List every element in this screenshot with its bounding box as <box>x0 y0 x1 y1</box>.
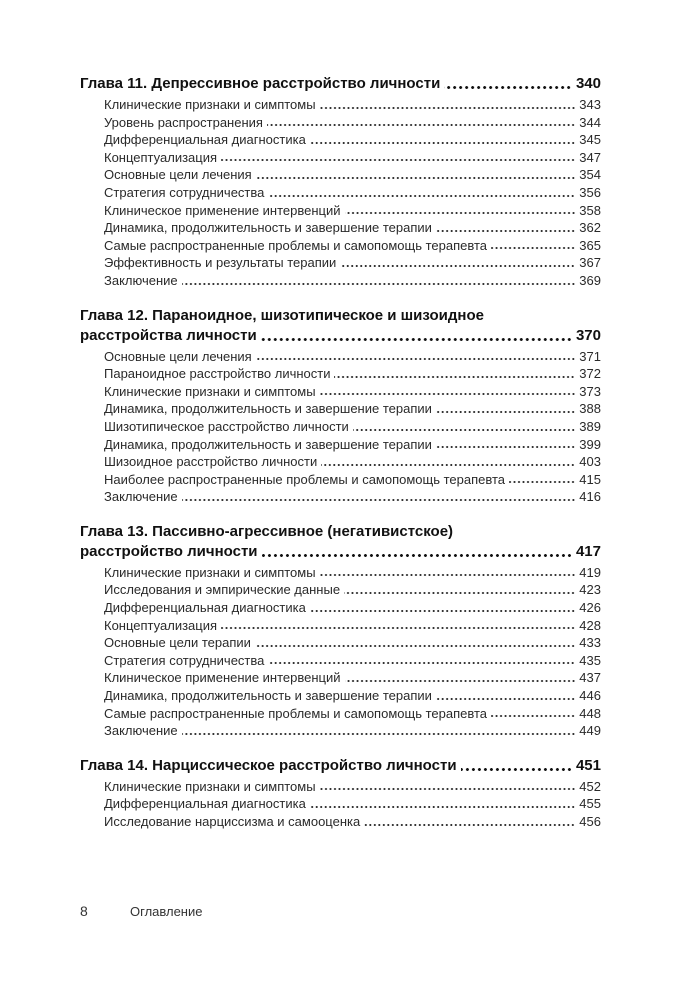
entry-page-number: 369 <box>579 272 601 288</box>
entry-page-number: 343 <box>579 97 601 112</box>
toc-entry[interactable] <box>104 436 601 454</box>
toc-entry[interactable] <box>104 383 601 401</box>
entry-page-number: 415 <box>579 471 601 487</box>
dot-leader <box>261 338 572 341</box>
entry-title: Клинические признаки и симптомы <box>104 97 316 112</box>
entry-page-number: 347 <box>579 149 601 165</box>
toc-entry[interactable] <box>104 581 601 599</box>
dot-leader <box>444 86 572 89</box>
entry-page-number: 403 <box>579 454 601 470</box>
entry-title: Заключение <box>104 272 178 288</box>
toc-entry[interactable] <box>104 365 601 383</box>
dot-leader <box>268 195 575 197</box>
entry-page-number: 388 <box>579 401 601 417</box>
page-footer <box>80 903 280 923</box>
entry-title: Клинические признаки и симптомы <box>104 564 316 580</box>
chapter-page-number: 451 <box>575 756 601 774</box>
chapter-title: Глава 12. Параноидное, шизотипическое и шизоидное <box>80 306 484 324</box>
entry-page-number: 452 <box>579 778 601 794</box>
dot-leader <box>364 824 575 826</box>
entry-title: Концептуализация <box>104 149 218 165</box>
chapter-heading[interactable] <box>80 756 601 776</box>
entry-title: Исследования и эмпирические данные <box>104 582 341 598</box>
dot-leader <box>321 464 575 466</box>
dot-leader <box>436 446 575 448</box>
toc-entry[interactable] <box>104 96 601 114</box>
dot-leader <box>461 768 572 771</box>
entry-title: Параноидное расстройство личности <box>104 366 331 382</box>
chapter-page-number: 417 <box>575 542 601 560</box>
dot-leader <box>509 481 575 483</box>
dot-leader <box>310 806 575 808</box>
dot-leader <box>221 627 575 629</box>
chapter-title: Глава 13. Пассивно-агрессивное (негативистское) <box>80 522 454 540</box>
entry-title: Стратегия сотрудничества <box>104 184 265 200</box>
toc-entry[interactable] <box>104 254 601 272</box>
entry-page-number: 354 <box>579 167 601 183</box>
entry-title: Наиболее распространенные проблемы и самопомощь терапевта <box>104 471 506 487</box>
entry-page-number: 372 <box>579 366 601 382</box>
toc-entry[interactable] <box>104 722 601 740</box>
dot-leader <box>344 592 575 594</box>
entry-title: Концептуализация <box>104 617 218 633</box>
dot-leader <box>262 554 572 557</box>
dot-leader <box>182 499 576 501</box>
entry-title: Динамика, продолжительность и завершение терапии <box>104 436 432 452</box>
toc-entry[interactable] <box>104 599 601 617</box>
entry-title: Самые распространенные проблемы и самопомощь терапевта <box>104 237 487 253</box>
dot-leader <box>310 610 575 612</box>
entry-page-number: 362 <box>579 220 601 236</box>
running-header: Оглавление <box>130 904 203 919</box>
chapter-title: расстройства личности <box>80 326 257 344</box>
entry-title: Дифференциальная диагностика <box>104 796 306 812</box>
entry-page-number: 367 <box>579 255 601 271</box>
dot-leader <box>268 662 575 664</box>
entry-page-number: 437 <box>579 670 601 686</box>
dot-leader <box>320 393 576 395</box>
toc-entry[interactable] <box>104 617 601 635</box>
chapter-heading[interactable] <box>80 522 601 542</box>
entry-page-number: 365 <box>579 237 601 253</box>
entry-page-number: 419 <box>579 564 601 580</box>
dot-leader <box>436 230 575 232</box>
toc-entry[interactable] <box>104 418 601 436</box>
toc-entry[interactable] <box>104 202 601 220</box>
entry-title: Основные цели лечения <box>104 167 252 183</box>
dot-leader <box>267 124 575 126</box>
entry-title: Эффективность и результаты терапии <box>104 255 337 271</box>
chapter-heading[interactable] <box>80 74 601 94</box>
chapter-title: расстройство личности <box>80 542 258 560</box>
toc-entry[interactable] <box>104 705 601 723</box>
dot-leader <box>334 376 575 378</box>
entry-title: Основные цели терапии <box>104 635 251 651</box>
dot-leader <box>256 177 576 179</box>
toc-entry[interactable] <box>104 219 601 237</box>
dot-leader <box>491 715 575 717</box>
entry-title: Динамика, продолжительность и завершение терапии <box>104 220 432 236</box>
entry-page-number: 344 <box>579 114 601 130</box>
entry-page-number: 428 <box>579 617 601 633</box>
entry-title: Динамика, продолжительность и завершение терапии <box>104 401 432 417</box>
entry-page-number: 456 <box>579 814 601 829</box>
entry-title: Динамика, продолжительность и завершение терапии <box>104 688 432 704</box>
entry-page-number: 455 <box>579 796 601 812</box>
toc-entry[interactable] <box>104 453 601 471</box>
entry-page-number: 446 <box>579 688 601 704</box>
toc-entry[interactable] <box>104 778 601 796</box>
toc-entry[interactable] <box>104 131 601 149</box>
entry-title: Самые распространенные проблемы и самопомощь терапевта <box>104 705 487 721</box>
entry-title: Уровень распространения <box>104 114 263 130</box>
entry-page-number: 373 <box>579 383 601 399</box>
dot-leader <box>320 574 576 576</box>
toc-entry[interactable] <box>104 634 601 652</box>
toc-entry[interactable] <box>104 564 601 582</box>
toc-entry[interactable] <box>104 813 601 831</box>
dot-leader <box>320 107 576 109</box>
dot-leader <box>340 265 575 267</box>
chapter-heading[interactable] <box>80 326 601 346</box>
entry-page-number: 448 <box>579 705 601 721</box>
toc-entry[interactable] <box>104 795 601 813</box>
dot-leader <box>345 212 576 214</box>
entry-page-number: 416 <box>579 489 601 505</box>
chapter-page-number: 340 <box>575 75 601 92</box>
toc-chapter <box>80 306 601 506</box>
dot-leader <box>182 733 576 735</box>
toc-entry[interactable] <box>104 400 601 418</box>
table-of-contents <box>80 74 601 831</box>
entry-title: Клиническое применение интервенций <box>104 670 341 686</box>
dot-leader <box>310 142 575 144</box>
entry-title: Заключение <box>104 489 178 505</box>
entry-title: Дифференциальная диагностика <box>104 600 306 616</box>
entry-page-number: 433 <box>579 635 601 651</box>
toc-entry[interactable] <box>104 237 601 255</box>
entry-title: Заключение <box>104 723 178 739</box>
toc-entry[interactable] <box>104 184 601 202</box>
entry-page-number: 423 <box>579 582 601 598</box>
entry-title: Стратегия сотрудничества <box>104 652 265 668</box>
toc-entry[interactable] <box>104 149 601 167</box>
page-number: 8 <box>80 903 88 919</box>
entry-title: Основные цели лечения <box>104 348 252 364</box>
dot-leader <box>255 645 575 647</box>
chapter-title: Глава 11. Депрессивное расстройство личности <box>80 75 441 92</box>
entry-page-number: 426 <box>579 600 601 616</box>
dot-leader <box>320 788 576 790</box>
toc-entry[interactable] <box>104 114 601 132</box>
entry-title: Исследование нарциссизма и самооценка <box>104 814 361 829</box>
dot-leader <box>436 411 575 413</box>
entry-title: Шизоидное расстройство личности <box>104 454 318 470</box>
entry-page-number: 399 <box>579 436 601 452</box>
entry-title: Дифференциальная диагностика <box>104 132 306 148</box>
toc-entry[interactable] <box>104 348 601 366</box>
dot-leader <box>491 247 575 249</box>
toc-chapter <box>80 756 601 831</box>
dot-leader <box>256 358 576 360</box>
dot-leader <box>221 159 575 161</box>
entry-title: Клинические признаки и симптомы <box>104 778 316 794</box>
toc-chapter <box>80 522 601 740</box>
chapter-heading[interactable] <box>80 542 601 562</box>
toc-entry[interactable] <box>104 471 601 489</box>
entry-page-number: 435 <box>579 652 601 668</box>
entry-title: Клинические признаки и симптомы <box>104 383 316 399</box>
entry-page-number: 371 <box>579 348 601 364</box>
toc-entry[interactable] <box>104 669 601 687</box>
toc-entry[interactable] <box>104 272 601 290</box>
toc-entry[interactable] <box>104 687 601 705</box>
entry-page-number: 358 <box>579 202 601 218</box>
entry-page-number: 449 <box>579 723 601 739</box>
dot-leader <box>436 698 575 700</box>
toc-chapter <box>80 74 601 290</box>
chapter-page-number: 370 <box>575 326 601 344</box>
toc-entry[interactable] <box>104 488 601 506</box>
entry-page-number: 389 <box>579 418 601 434</box>
toc-entry[interactable] <box>104 166 601 184</box>
dot-leader <box>353 429 575 431</box>
chapter-title: Глава 14. Нарциссическое расстройство личности <box>80 756 457 774</box>
dot-leader <box>345 680 576 682</box>
toc-entry[interactable] <box>104 652 601 670</box>
entry-page-number: 345 <box>579 132 601 148</box>
entry-title: Шизотипическое расстройство личности <box>104 418 349 434</box>
entry-title: Клиническое применение интервенций <box>104 202 341 218</box>
dot-leader <box>182 283 576 285</box>
entry-page-number: 356 <box>579 184 601 200</box>
chapter-heading[interactable] <box>80 306 601 326</box>
